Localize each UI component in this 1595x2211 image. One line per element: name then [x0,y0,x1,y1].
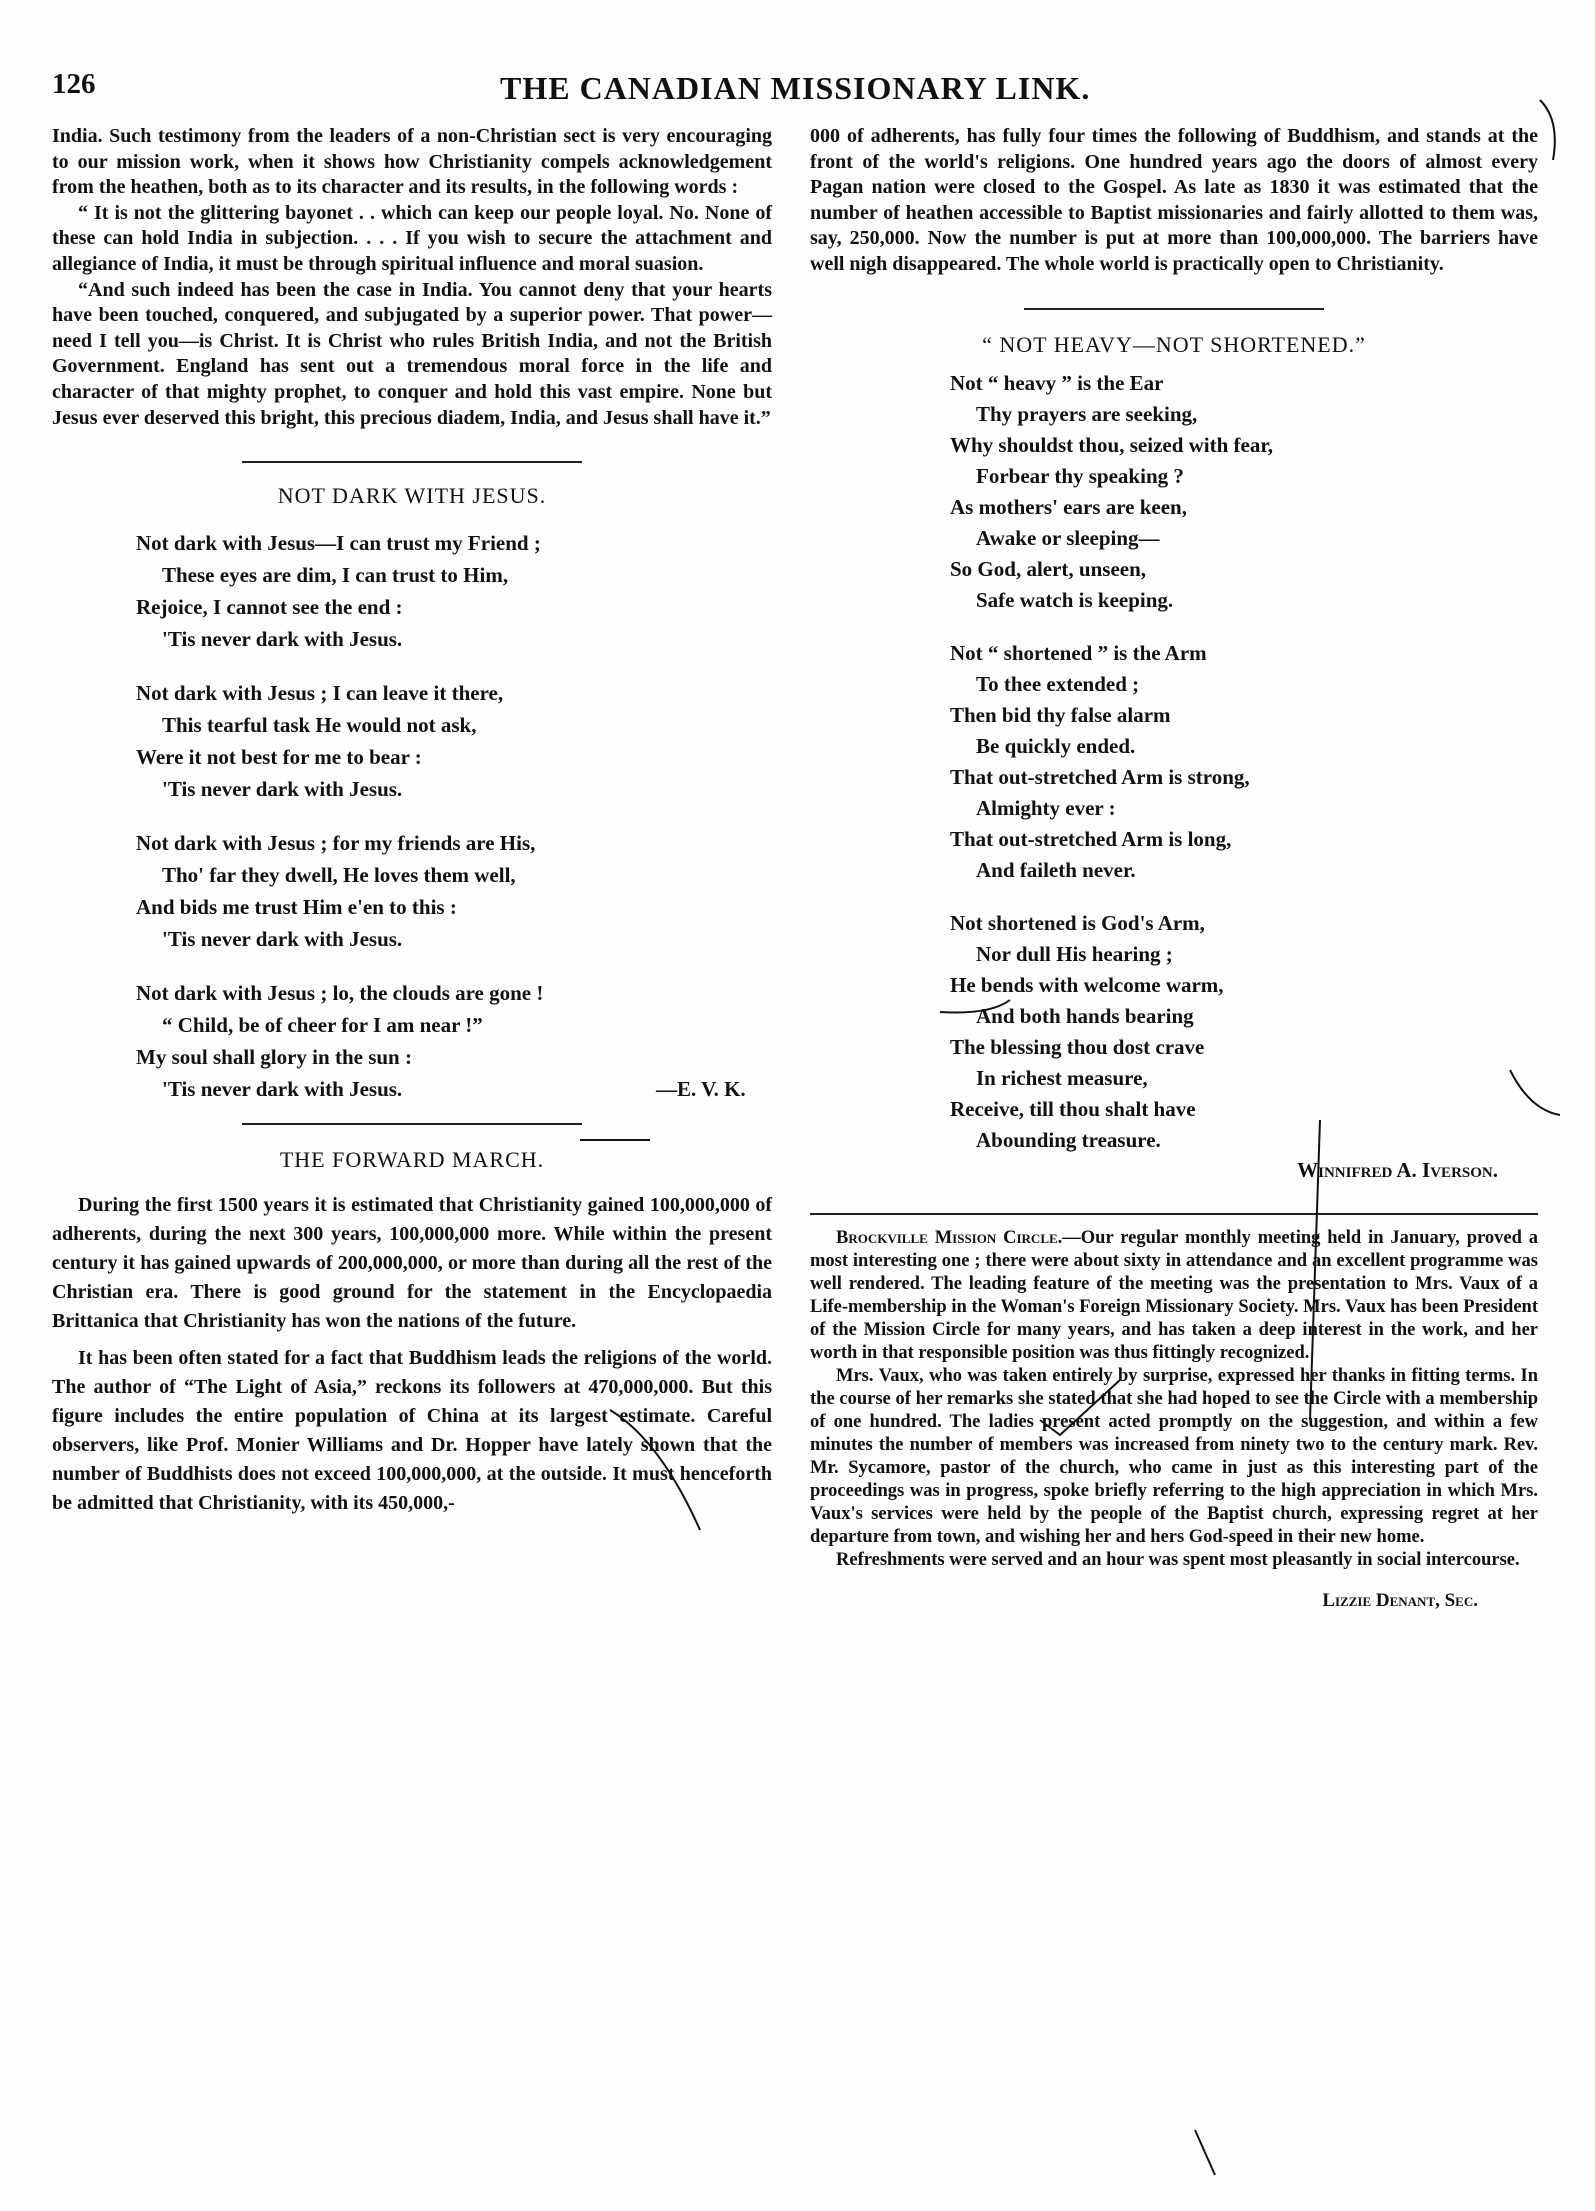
poem-stanza [136,527,772,655]
poem-line: Safe watch is keeping. [976,587,1174,612]
report-signature: Lizzie Denant, Sec. [1322,1589,1478,1611]
poem-line: Abounding treasure. [976,1127,1161,1152]
poem-line: 'Tis never dark with Jesus. [162,777,403,802]
poem-line: My soul shall glory in the sun : [136,1045,412,1070]
article-paragraph-1: During the first 1500 years it is estimated that Christianity gained 100,000,000 of adherents, during the next 300 years, 100,000,000 more. While within the present century it has gained upwards of 200,000,000, or more than during all the rest of the Christian era. There is good ground for the statement in the Encyclopaedia Brittanica that Christianity has won the nations of the future. [52,1194,772,1333]
poem-line: Tho' far they dwell, He loves them well, [162,863,516,888]
quote-paragraph-2: “And such indeed has been the case in India. You cannot deny that your hearts have been touched, conquered, and subjugated by a superior power. That power—need I tell you—is Christ. It is Christ who rules British India, and not the British Government. England has sent out a tremendous moral force in the life and character of that mighty prophet, to conquer and hold this vast empire. None but Jesus ever deserved this bright, this precious diadem, India, and Jesus shall have it.” [52,278,772,429]
poem-line: Receive, till thou shalt have [950,1096,1196,1121]
poem-line: 'Tis never dark with Jesus. [162,927,403,952]
poem-line: 'Tis never dark with Jesus. [162,627,403,652]
report-text: —Our regular monthly meeting held in January, proved a most interesting one ; there were about sixty in attendance and an excellent programme was well rendered. The leading feature of the meeting was the presentation to Mrs. Vaux of a Life-membership in the Woman's Foreign Missionary Society. Mrs. Vaux has been President of the Mission Circle for many years, and has taken a deep interest in the work, and her worth in that responsible position was thus fittingly recognized. [810,1227,1538,1363]
poem-not-dark-with-jesus [52,527,772,1105]
right-column [810,124,1538,1612]
poem-line: Not dark with Jesus ; I can leave it there, [136,681,504,706]
poem-line: Not dark with Jesus—I can trust my Friend ; [136,531,541,556]
poem-title: “ NOT HEAVY—NOT SHORTENED.” [982,331,1366,357]
page-number: 126 [52,68,96,100]
intro-paragraph: India. Such testimony from the leaders of a non-Christian sect is very encouraging to our mission work, when it shows how Christianity compels acknowledgement from the heathen, both as to its character and its results, in the following words : [52,125,772,199]
poem-line: Nor dull His hearing ; [976,941,1173,966]
poem-title: NOT DARK WITH JESUS. [277,483,547,509]
article-title: THE FORWARD MARCH. [279,1147,545,1173]
left-column [52,124,772,1518]
article-paragraph-2: It has been often stated for a fact that Buddhism leads the religions of the world. The author of “The Light of Asia,” reckons its followers at 470,000,000. But this figure includes the entire population of China at its largest estimate. Careful observers, like Prof. Monier Williams and Dr. Hopper have lately shown that the number of Buddhists does not exceed 100,000,000, at the outside. It must henceforth be admitted that Christianity, with its 450,000,- [52,1347,772,1515]
poem-line: As mothers' ears are keen, [950,494,1187,519]
report-paragraph-1 [810,1227,1538,1365]
poem-line: Awake or sleeping— [976,525,1160,550]
section-divider [810,1213,1538,1215]
poem-line: These eyes are dim, I can trust to Him, [162,563,509,588]
poem-stanza [950,908,1538,1156]
poem-line: Thy prayers are seeking, [976,401,1198,426]
section-divider [242,1123,582,1125]
poem-stanza [950,368,1538,616]
poem-line: Not shortened is God's Arm, [950,910,1205,935]
poem-line: Almighty ever : [976,795,1116,820]
poem-line: Forbear thy speaking ? [976,463,1184,488]
poem-line: He bends with welcome warm, [950,972,1224,997]
poem-line: That out-stretched Arm is strong, [950,764,1250,789]
report-title: Brockville Mission Circle. [836,1227,1063,1248]
section-divider [242,461,582,463]
poem-line: Then bid thy false alarm [950,702,1171,727]
poem-line: Not “ heavy ” is the Ear [950,370,1164,395]
poem-stanza [136,977,772,1105]
poem-line: Be quickly ended. [976,733,1136,758]
report-paragraph-3: Refreshments were served and an hour was spent most pleasantly in social intercourse. [836,1549,1520,1570]
poem-line: And faileth never. [976,857,1136,882]
poem-line: This tearful task He would not ask, [162,713,477,738]
poem-signature: —E. V. K. [656,1077,746,1102]
poem-line: That out-stretched Arm is long, [950,826,1232,851]
poem-line: And bids me trust Him e'en to this : [136,895,457,920]
poem-signature: Winnifred A. Iverson. [1297,1157,1498,1182]
poem-line: The blessing thou dost crave [950,1034,1205,1059]
poem-line: Not “ shortened ” is the Arm [950,640,1207,665]
poem-last-line [136,1073,772,1105]
poem-line: To thee extended ; [976,671,1140,696]
poem-line: Were it not best for me to bear : [136,745,422,770]
report-paragraph-2: Mrs. Vaux, who was taken entirely by surprise, expressed her thanks in fitting terms. In the course of her remarks she stated that she had hoped to see the Circle with a membership of one hundred. The ladies present acted promptly on the suggestion, and within a few minutes the number of members was increased from ninety two to the century mark. Rev. Mr. Sycamore, pastor of the church, who came in just as this interesting part of the proceedings was in progress, spoke briefly referring to the high appreciation in which Mrs. Vaux's services were held by the people of the Baptist church, expressing regret at her departure from town, and wishing her and hers God-speed in their new home. [810,1365,1538,1547]
poem-not-heavy-not-shortened [810,368,1538,1156]
poem-stanza [136,827,772,955]
masthead-title: THE CANADIAN MISSIONARY LINK. [500,70,1091,106]
poem-line: 'Tis never dark with Jesus. [162,1077,403,1102]
poem-stanza [136,677,772,805]
poem-line: Why shouldst thou, seized with fear, [950,432,1274,457]
section-divider [1024,308,1324,310]
poem-line: Not dark with Jesus ; lo, the clouds are gone ! [136,981,544,1006]
poem-line: Rejoice, I cannot see the end : [136,595,403,620]
poem-line: So God, alert, unseen, [950,556,1147,581]
poem-stanza [950,638,1538,886]
poem-line: Not dark with Jesus ; for my friends are His, [136,831,536,856]
quote-paragraph-1: “ It is not the glittering bayonet . . which can keep our people loyal. No. None of these can hold India in subjection. . . . If you wish to secure the attachment and allegiance of India, it must be through spiritual influence and moral suasion. [52,201,772,275]
poem-line: And both hands bearing [976,1003,1194,1028]
poem-line: In richest measure, [976,1065,1148,1090]
continuation-paragraph: 000 of adherents, has fully four times the following of Buddhism, and stands at the front of the world's religions. One hundred years ago the doors of almost every Pagan nation were closed to the Gospel. As late as 1830 it was estimated that the number of heathen accessible to Baptist missionaries and fairly allotted to them was, say, 250,000. Now the number is put at more than 100,000,000. The barriers have well nigh disappeared. The whole world is practically open to Christianity. [810,125,1538,275]
poem-line: “ Child, be of cheer for I am near !” [162,1013,483,1038]
